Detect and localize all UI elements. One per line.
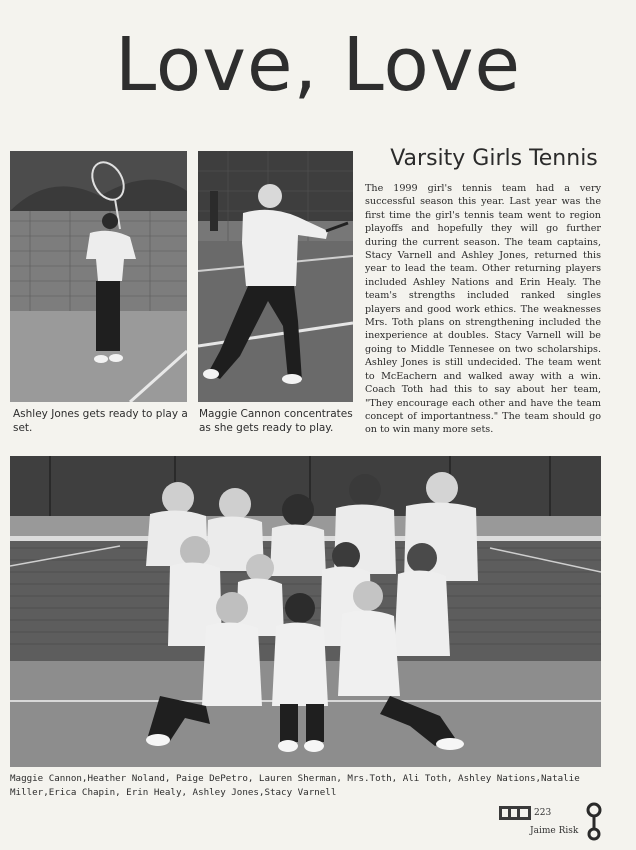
key-icon — [584, 802, 604, 847]
author-name: Jaime Risk — [530, 826, 579, 836]
photo-ashley-jones-caption: Ashley Jones gets ready to play a set. — [13, 408, 188, 434]
page-number: 223 — [534, 808, 552, 818]
photo-ashley-jones — [10, 151, 187, 402]
team-photo — [10, 456, 601, 767]
yearbook-logo-icon — [499, 806, 531, 825]
team-photo-caption: Maggie Cannon,Heather Noland, Paige DePetro, Lauren Sherman, Mrs.Toth, Ali Toth, Ashley Nations,Natalie Miller,Erica Chapin, Erin Healy, Ashley Jones,Stacy Varnell — [10, 773, 580, 798]
photo-maggie-cannon — [198, 151, 353, 402]
photo-maggie-cannon-caption: Maggie Cannon concentrates as she gets ready to play. — [199, 408, 353, 434]
article-heading: Varsity Girls Tennis — [390, 146, 598, 171]
article-body: The 1999 girl's tennis team had a very successful season this year. Last year was the first time the girl's tennis team went to region playoffs and hopefully they will go further during the current season. The team captains, Stacy Varnell and Ashley Jones, returned this year to lead the team. Other returning players included Ashley Nations and Erin Healy. The team's strengths included ranked singles players and good work ethics. The weaknesses Mrs. Toth plans on strengthening included the inexperience at doubles. Stacy Varnell will be going to Middle Tennesee on two scholarships. Ashley Jones is still undecided. The team went to McEachern and walked away with a win. Coach Toth had this to say about her team, "They encourage each other and have the team concept of importantness." The team should go on to win many more sets. — [365, 183, 601, 436]
page-title: Love, Love — [114, 22, 522, 108]
